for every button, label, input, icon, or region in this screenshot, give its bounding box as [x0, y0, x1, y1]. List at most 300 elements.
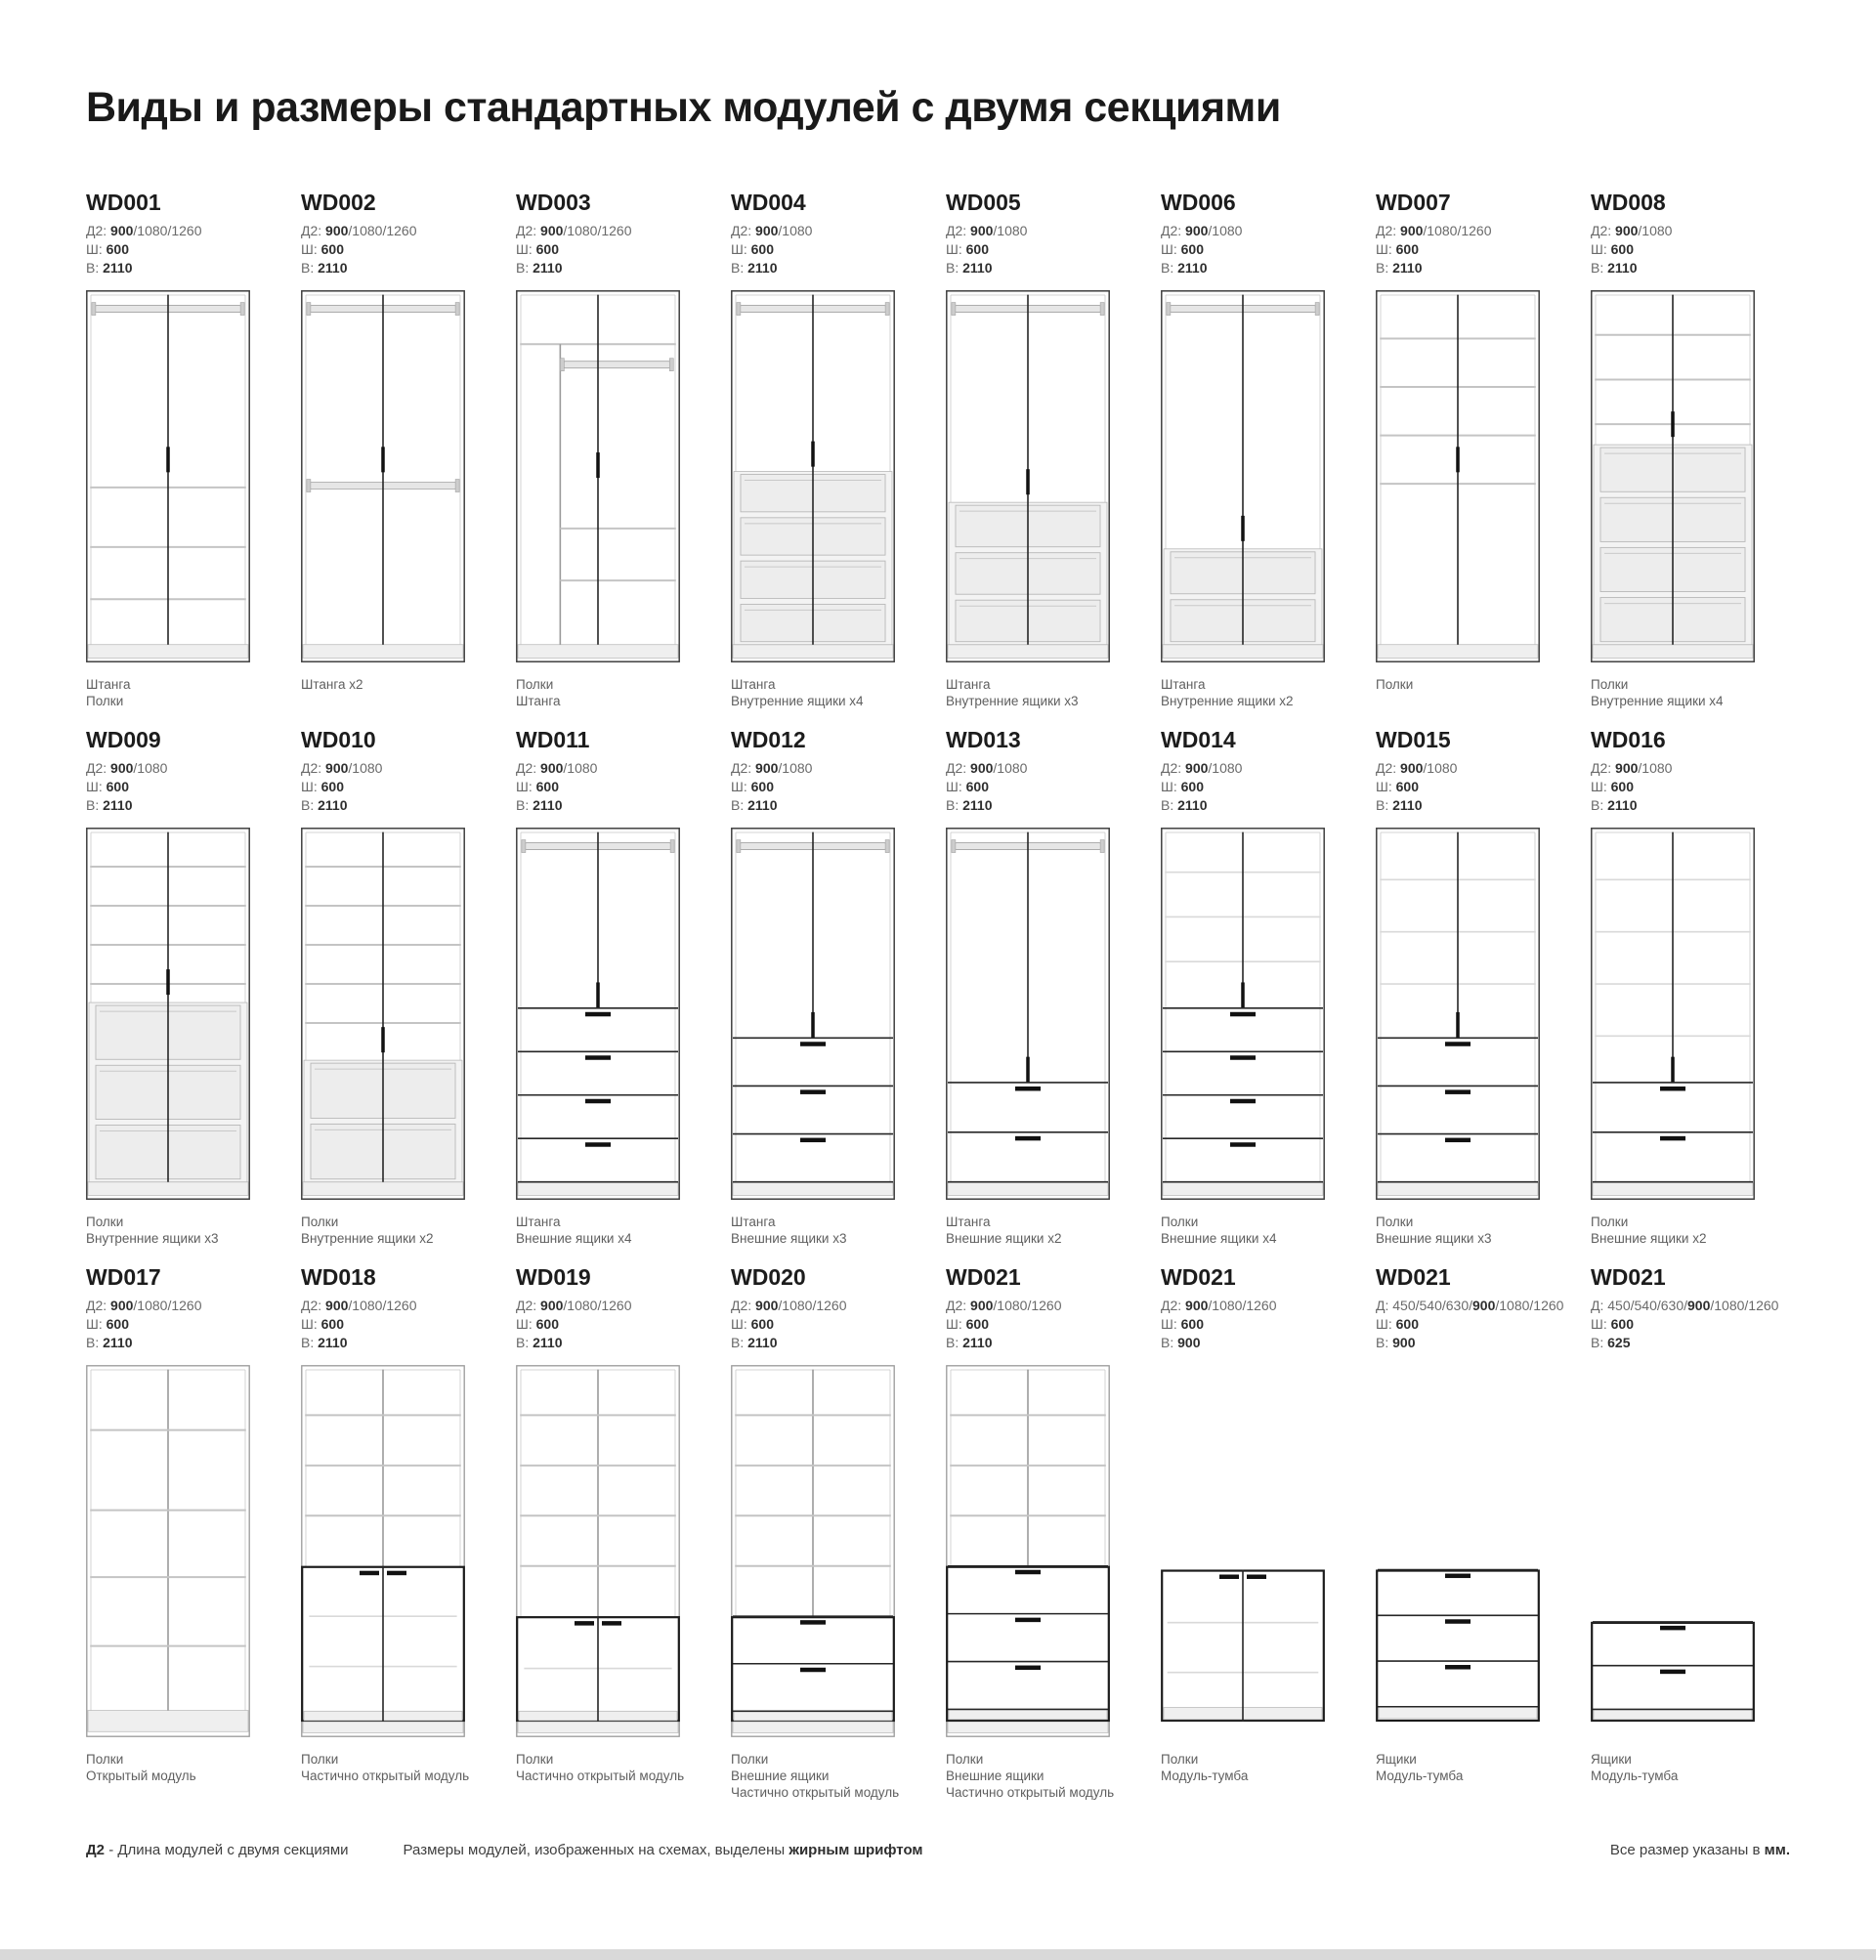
module-caption-line: Частично открытый модуль [731, 1785, 900, 1800]
module-caption-line: Внешние ящики x2 [946, 1231, 1062, 1246]
module-drawing [1376, 828, 1540, 1200]
text-segment: 625 [1607, 1335, 1631, 1350]
text-segment: Д2 [86, 1842, 106, 1858]
text-segment: 900 [755, 1298, 779, 1313]
module-dimension-line [1161, 222, 1376, 240]
module-card [1161, 189, 1376, 708]
door-handle [575, 1621, 594, 1626]
plinth [88, 1182, 248, 1196]
module-card [731, 189, 946, 708]
door-handle [166, 969, 170, 995]
module-caption [946, 676, 1161, 709]
text-segment: В: [1161, 1335, 1178, 1350]
text-segment: Д2: [86, 1298, 111, 1313]
door-handle [1671, 411, 1675, 437]
module-caption-line: Частично открытый модуль [946, 1785, 1115, 1800]
module-dimensions [946, 222, 1161, 277]
module-dimension-line [86, 240, 301, 259]
module-dimensions [86, 759, 301, 815]
module-caption-line: Внешние ящики [731, 1768, 830, 1783]
module-dimensions [86, 1297, 301, 1352]
module-box [1377, 1571, 1539, 1721]
text-segment: Ш: [1161, 241, 1181, 257]
module-caption [301, 1751, 516, 1784]
module-dimension-line [1591, 778, 1806, 796]
module-card [516, 1263, 731, 1783]
text-segment: В: [946, 797, 963, 813]
module-dimension-line [1376, 796, 1591, 815]
module-caption [946, 1214, 1161, 1247]
drawer-handle [1015, 1666, 1041, 1671]
text-segment: 2110 [533, 1335, 563, 1350]
text-segment: 2110 [747, 260, 778, 276]
module-caption-line: Ящики [1591, 1752, 1632, 1767]
text-segment: 900 [1185, 760, 1209, 776]
module-card [1376, 726, 1591, 1246]
module-caption-line: Полки [516, 1752, 554, 1767]
module-caption [86, 1751, 301, 1784]
module-dimension-line [731, 240, 946, 259]
module-dimension-line [516, 222, 731, 240]
drawer-handle [1660, 1087, 1685, 1091]
module-caption-line: Внутренние ящики x3 [946, 694, 1079, 708]
module-card [301, 189, 516, 708]
text-segment: 600 [1395, 241, 1419, 257]
module-dimension-line [946, 778, 1161, 796]
module-caption-line: Штанга [1161, 677, 1206, 692]
module-dimensions [946, 1297, 1161, 1352]
module-code: WD004 [731, 190, 806, 215]
door-handle [811, 1012, 815, 1038]
module-dimension-line [946, 259, 1161, 277]
text-segment: /1080 [563, 760, 598, 776]
module-dimension-line [1376, 259, 1591, 277]
text-segment: /1080/1260 [133, 223, 202, 238]
text-segment: Ш: [1376, 241, 1396, 257]
plinth [734, 1711, 892, 1721]
door-handle [381, 1027, 385, 1052]
text-segment: /1080/1260 [348, 223, 417, 238]
module-code: WD003 [516, 190, 591, 215]
module-dimension-line [1161, 1315, 1376, 1334]
drawer-handle [585, 1099, 611, 1104]
text-segment: В: [731, 1335, 748, 1350]
drawer-handle [1445, 1619, 1471, 1624]
text-segment: 2110 [962, 797, 993, 813]
module-caption [301, 1214, 516, 1247]
text-segment: /1080/1260 [563, 1298, 632, 1313]
rod-end-cap [455, 303, 459, 316]
module-dimensions [1591, 759, 1806, 815]
text-segment: 600 [535, 1316, 559, 1332]
module-dimension-line [731, 1315, 946, 1334]
module-caption-line: Полки [1376, 1214, 1414, 1229]
text-segment: В: [86, 260, 104, 276]
text-segment: 2110 [1607, 260, 1638, 276]
text-segment: /1080/1260 [1208, 1298, 1277, 1313]
module-caption-line: Ящики [1376, 1752, 1417, 1767]
module-caption [1591, 676, 1806, 709]
module-dimension-line [946, 1315, 1161, 1334]
text-segment: 900 [1400, 760, 1424, 776]
text-segment: 900 [755, 223, 779, 238]
door-handle [360, 1571, 379, 1576]
module-dimension-line [86, 796, 301, 815]
module-caption-line: Модуль-тумба [1161, 1768, 1249, 1783]
module-caption [516, 1751, 731, 1784]
drawer-handle [1015, 1570, 1041, 1575]
module-caption-line: Частично открытый модуль [301, 1768, 470, 1783]
module-drawing [1591, 1365, 1755, 1737]
module-dimension-line [301, 1297, 516, 1315]
text-segment: /1080 [778, 223, 813, 238]
module-code: WD010 [301, 727, 376, 752]
module-caption [1591, 1751, 1806, 1784]
bottom-edge-bar [0, 1949, 1876, 1960]
module-dimension-line [1161, 778, 1376, 796]
module-dimension-line [301, 1334, 516, 1352]
module-card [731, 1263, 946, 1800]
module-caption [1161, 676, 1376, 709]
module-dimensions [301, 222, 516, 277]
module-caption-line: Штанга [516, 694, 561, 708]
text-segment: 2110 [1392, 260, 1423, 276]
text-segment: 600 [750, 1316, 774, 1332]
module-dimension-line [1161, 796, 1376, 815]
door-handle [1671, 1057, 1675, 1083]
module-dimension-line [1591, 1315, 1806, 1334]
drawer-handle [1445, 1089, 1471, 1094]
module-caption-line: Полки [946, 1752, 984, 1767]
rod-end-cap [669, 359, 673, 371]
text-segment: В: [1376, 1335, 1393, 1350]
module-dimensions [1591, 222, 1806, 277]
drawer-handle [1230, 1055, 1256, 1060]
text-segment: /1080 [1638, 760, 1673, 776]
module-dimension-line [301, 796, 516, 815]
text-segment: 2110 [1177, 260, 1208, 276]
text-segment: 600 [1180, 241, 1204, 257]
text-segment: Д2: [1376, 760, 1401, 776]
module-drawing [731, 1365, 895, 1737]
module-code: WD006 [1161, 190, 1236, 215]
module-code: WD021 [1591, 1264, 1666, 1290]
plinth [1378, 645, 1538, 659]
plinth [948, 645, 1108, 659]
text-segment: /1080/1260 [133, 1298, 202, 1313]
text-segment: 900 [325, 760, 349, 776]
text-segment: /1080/1260 [1423, 223, 1492, 238]
module-caption-line: Модуль-тумба [1376, 1768, 1464, 1783]
module-card [1591, 1263, 1806, 1783]
module-caption-line: Внешние ящики x4 [516, 1231, 632, 1246]
drawer-handle [585, 1055, 611, 1060]
text-segment: Ш: [301, 1316, 321, 1332]
module-caption-line: Полки [731, 1752, 769, 1767]
module-dimension-line [301, 259, 516, 277]
module-dimension-line [301, 222, 516, 240]
rod-end-cap [1100, 840, 1104, 853]
door-handle [1456, 447, 1460, 472]
module-caption-line: Полки [1161, 1214, 1199, 1229]
drawer-handle [1015, 1136, 1041, 1141]
footer-note-units [1610, 1842, 1790, 1858]
text-segment: Ш: [946, 1316, 966, 1332]
text-segment: 900 [110, 223, 134, 238]
module-dimension-line [731, 759, 946, 778]
module-dimensions [516, 222, 731, 277]
module-card [1161, 726, 1376, 1246]
door-handle [811, 442, 815, 467]
modules-grid [86, 189, 1876, 1800]
door-handle [596, 452, 600, 478]
text-segment: 600 [965, 1316, 989, 1332]
plinth [733, 1182, 893, 1196]
text-segment: Ш: [86, 779, 107, 794]
module-dimension-line [86, 1297, 301, 1315]
module-dimension-line [86, 222, 301, 240]
text-segment: 2110 [747, 1335, 778, 1350]
module-dimension-line [86, 1334, 301, 1352]
module-caption [86, 1214, 301, 1247]
text-segment: 900 [1185, 1298, 1209, 1313]
module-dimensions [86, 222, 301, 277]
module-caption-line: Внутренние ящики x2 [1161, 694, 1294, 708]
module-drawing [516, 290, 680, 662]
module-caption [1376, 1751, 1591, 1784]
module-drawing [1591, 828, 1755, 1200]
module-drawing [301, 1365, 465, 1737]
door-handle [1219, 1575, 1239, 1580]
door-handle [387, 1571, 406, 1576]
module-code: WD001 [86, 190, 161, 215]
module-code: WD005 [946, 190, 1021, 215]
plinth [949, 1709, 1107, 1719]
text-segment: /1080 [993, 760, 1028, 776]
module-caption-line: Штанга [86, 677, 131, 692]
module-drawing [86, 290, 250, 662]
text-segment: 900 [325, 1298, 349, 1313]
module-dimensions [946, 759, 1161, 815]
text-segment: 2110 [533, 260, 563, 276]
module-drawing [516, 828, 680, 1200]
rod-end-cap [307, 480, 311, 492]
text-segment: 600 [1395, 1316, 1419, 1332]
module-drawing [86, 1365, 250, 1737]
rod-end-cap [455, 480, 459, 492]
plinth [518, 645, 678, 659]
text-segment: В: [946, 1335, 963, 1350]
module-dimension-line [1161, 259, 1376, 277]
module-dimension-line [86, 259, 301, 277]
module-dimension-line [516, 796, 731, 815]
module-dimension-line [1376, 240, 1591, 259]
text-segment: /1080 [1208, 760, 1243, 776]
module-drawing [731, 828, 895, 1200]
module-dimension-line [1591, 240, 1806, 259]
module-caption [516, 1214, 731, 1247]
text-segment: Ш: [1376, 1316, 1396, 1332]
text-segment: /1080 [993, 223, 1028, 238]
module-card [946, 726, 1161, 1246]
text-segment: Д2: [301, 760, 326, 776]
text-segment: Ш: [731, 241, 751, 257]
module-caption-line: Модуль-тумба [1591, 1768, 1679, 1783]
module-drawing [731, 290, 895, 662]
module-card [1591, 726, 1806, 1246]
text-segment: В: [1161, 797, 1178, 813]
module-caption-line: Внешние ящики x2 [1591, 1231, 1707, 1246]
text-segment: 900 [110, 1298, 134, 1313]
module-dimensions [1591, 1297, 1806, 1352]
module-caption-line: Внутренние ящики x2 [301, 1231, 434, 1246]
plinth [948, 1182, 1108, 1196]
module-dimensions [1376, 222, 1591, 277]
module-dimensions [731, 222, 946, 277]
module-dimensions [1376, 1297, 1591, 1352]
module-dimension-line [1161, 1334, 1376, 1352]
text-segment: 2110 [103, 1335, 133, 1350]
module-caption-line: Полки [1591, 677, 1629, 692]
text-segment: 2110 [318, 260, 348, 276]
module-dimension-line [301, 778, 516, 796]
text-segment: В: [946, 260, 963, 276]
module-card [1376, 189, 1591, 708]
text-segment: 900 [110, 760, 134, 776]
module-dimensions [301, 1297, 516, 1352]
text-segment: В: [1591, 1335, 1608, 1350]
module-caption [731, 1751, 946, 1801]
text-segment: 900 [1472, 1298, 1496, 1313]
module-drawing [1376, 290, 1540, 662]
text-segment: 900 [1392, 1335, 1416, 1350]
text-segment: 600 [965, 779, 989, 794]
module-caption-line: Полки [86, 1752, 124, 1767]
module-dimension-line [1376, 759, 1591, 778]
text-segment: /1080 [1638, 223, 1673, 238]
module-caption-line: Полки [1591, 1214, 1629, 1229]
drawer-handle [800, 1042, 826, 1046]
module-card [86, 726, 301, 1246]
module-dimension-line [1376, 1334, 1591, 1352]
module-dimension-line [516, 240, 731, 259]
drawer-handle [1230, 1012, 1256, 1017]
door-handle [596, 982, 600, 1007]
module-dimension-line [1376, 1297, 1591, 1315]
module-caption [1376, 676, 1591, 693]
module-drawing [1376, 1365, 1540, 1737]
text-segment: /1080 [133, 760, 168, 776]
text-segment: - Длина модулей с двумя секциями [105, 1842, 349, 1858]
module-card [946, 1263, 1161, 1800]
drawer-handle [800, 1089, 826, 1094]
text-segment: 900 [1185, 223, 1209, 238]
module-caption [1376, 1214, 1591, 1247]
text-segment: Д2: [301, 223, 326, 238]
text-segment: В: [731, 797, 748, 813]
text-segment: 900 [970, 1298, 994, 1313]
text-segment: /1080/1260 [348, 1298, 417, 1313]
text-segment: Д2: [516, 223, 541, 238]
module-dimension-line [516, 259, 731, 277]
rod-end-cap [1315, 303, 1319, 316]
text-segment: 600 [320, 1316, 344, 1332]
module-caption-line: Внешние ящики x4 [1161, 1231, 1277, 1246]
module-dimension-line [1591, 1334, 1806, 1352]
footer-note-bold [404, 1842, 923, 1858]
text-segment: Д: 450/540/630/ [1591, 1298, 1688, 1313]
module-caption-line: Внешние ящики x3 [731, 1231, 847, 1246]
text-segment: /1080/1260 [563, 223, 632, 238]
plinth [1593, 1182, 1753, 1196]
plinth [88, 645, 248, 659]
rod-end-cap [92, 303, 96, 316]
module-caption-line: Частично открытый модуль [516, 1768, 685, 1783]
text-segment: Д2: [1591, 760, 1616, 776]
module-drawing [946, 828, 1110, 1200]
module-caption [86, 676, 301, 709]
text-segment: Ш: [946, 779, 966, 794]
rod-end-cap [670, 840, 674, 853]
module-dimensions [731, 759, 946, 815]
text-segment: 600 [1610, 1316, 1634, 1332]
module-caption-line: Открытый модуль [86, 1768, 196, 1783]
plinth [1379, 1707, 1537, 1719]
module-dimension-line [1376, 222, 1591, 240]
text-segment: 2110 [103, 797, 133, 813]
text-segment: 600 [320, 779, 344, 794]
text-segment: /1080/1260 [778, 1298, 847, 1313]
module-dimension-line [1591, 259, 1806, 277]
text-segment: 600 [106, 241, 129, 257]
module-dimension-line [946, 1334, 1161, 1352]
module-dimension-line [301, 1315, 516, 1334]
rod-end-cap [737, 303, 741, 316]
module-card [301, 726, 516, 1246]
rod-end-cap [1167, 303, 1171, 316]
text-segment: В: [301, 260, 319, 276]
text-segment: 900 [1615, 223, 1639, 238]
text-segment: В: [516, 797, 533, 813]
text-segment: 2110 [1392, 797, 1423, 813]
text-segment: Д2: [516, 1298, 541, 1313]
text-segment: 900 [755, 760, 779, 776]
text-segment: 600 [535, 241, 559, 257]
text-segment: /1080 [778, 760, 813, 776]
rod-end-cap [1100, 303, 1104, 316]
text-segment: 2110 [103, 260, 133, 276]
text-segment: 2110 [962, 1335, 993, 1350]
drawer-handle [1445, 1138, 1471, 1143]
module-caption-line: Штанга [731, 1214, 776, 1229]
plinth [1163, 645, 1323, 659]
text-segment: В: [516, 260, 533, 276]
module-dimension-line [1591, 222, 1806, 240]
module-caption-line: Полки [1161, 1752, 1199, 1767]
text-segment: Д2: [86, 223, 111, 238]
text-segment: 2110 [1607, 797, 1638, 813]
module-dimension-line [731, 1334, 946, 1352]
module-dimension-line [1591, 1297, 1806, 1315]
text-segment: Д2: [516, 760, 541, 776]
module-dimension-line [946, 222, 1161, 240]
text-segment: Ш: [1376, 779, 1396, 794]
module-caption-line: Полки [86, 694, 124, 708]
rod-end-cap [737, 840, 741, 853]
rod-end-cap [885, 303, 889, 316]
drawer-handle [1015, 1618, 1041, 1623]
text-segment: 600 [1180, 1316, 1204, 1332]
